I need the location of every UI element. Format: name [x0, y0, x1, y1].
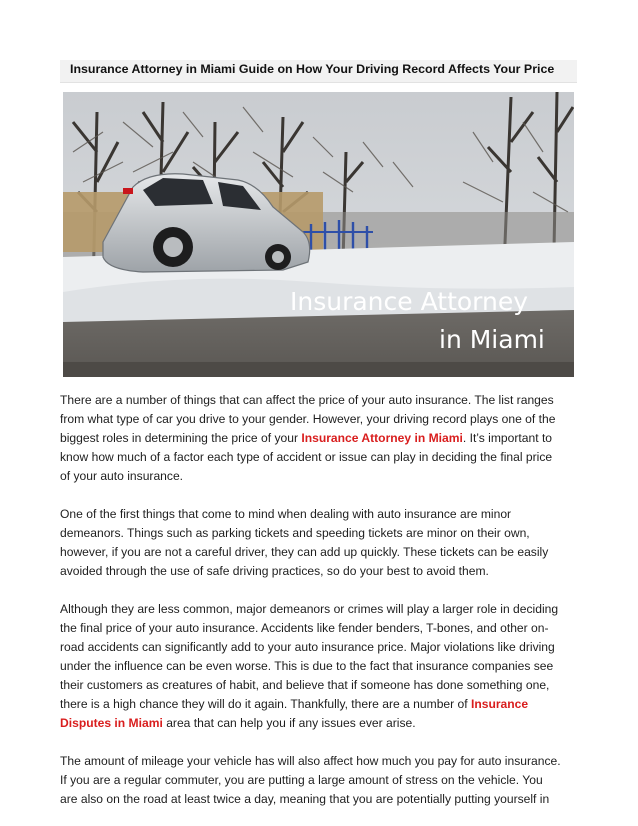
text-line: Although they are less common, major demeanors or crimes will play a larger role in deciding	[60, 602, 559, 616]
text-line: road accidents can significantly add to your auto insurance price. Major violations like driving	[60, 640, 555, 654]
text-line: the final price of your auto insurance. Accidents like fender benders, T-bones, and other on-	[60, 621, 549, 635]
insurance-disputes-link-part2[interactable]: Disputes in Miami	[60, 716, 163, 730]
text-line: of your auto insurance.	[60, 469, 184, 483]
paragraph-2	[60, 505, 580, 581]
text-line: from what type of car you drive to your gender. However, your driving record plays one of the	[60, 412, 556, 426]
document-title: Insurance Attorney in Miami Guide on How Your Driving Record Affects Your Price	[70, 62, 555, 76]
text-line: The amount of mileage your vehicle has will also affect how much you pay for auto insurance.	[60, 754, 561, 768]
text-span: . It’s important to	[462, 431, 553, 445]
text-span: area that can help you if any issues ever arise.	[162, 716, 416, 730]
text-line	[60, 429, 580, 448]
hero-caption-line2: in Miami	[439, 325, 545, 354]
text-span: there is a high chance they will do it again. Thankfully, there are a number of	[60, 697, 471, 711]
article-body	[60, 391, 580, 809]
text-line: their customers as creatures of habit, and believe that if someone has done something one,	[60, 678, 550, 692]
hero-image	[60, 90, 577, 380]
text-line: under the influence can be even worse. This is due to the fact that insurance companies see	[60, 659, 554, 673]
text-line: demeanors. Things such as parking tickets and speeding tickets are minor on their own,	[60, 526, 530, 540]
text-line: There are a number of things that can affect the price of your auto insurance. The list ranges	[60, 393, 554, 407]
text-line	[60, 714, 580, 733]
text-line: One of the first things that come to mind when dealing with auto insurance are minor	[60, 507, 512, 521]
text-line: know how much of a factor each type of accident or issue can play in deciding the final price	[60, 450, 553, 464]
hero-photo	[63, 92, 574, 377]
paragraph-1	[60, 391, 580, 486]
paragraph-4	[60, 752, 580, 809]
hero-caption-line1: Insurance Attorney	[290, 287, 529, 316]
text-span: biggest roles in determining the price of your	[60, 431, 302, 445]
text-line: however, if you are not a careful driver, they can add up quickly. These tickets can be easily	[60, 545, 549, 559]
insurance-disputes-link-part1[interactable]: Insurance	[470, 697, 529, 711]
text-line	[60, 695, 580, 714]
insurance-attorney-link[interactable]: Insurance Attorney in Miami	[301, 431, 463, 445]
paragraph-3	[60, 600, 580, 733]
text-line: avoided through the use of safe driving practices, so do your best to avoid them.	[60, 564, 489, 578]
text-line: are also on the road at least twice a day, meaning that you are potentially putting yourself in	[60, 792, 550, 806]
text-line: If you are a regular commuter, you are putting a large amount of stress on the vehicle. You	[60, 773, 543, 787]
